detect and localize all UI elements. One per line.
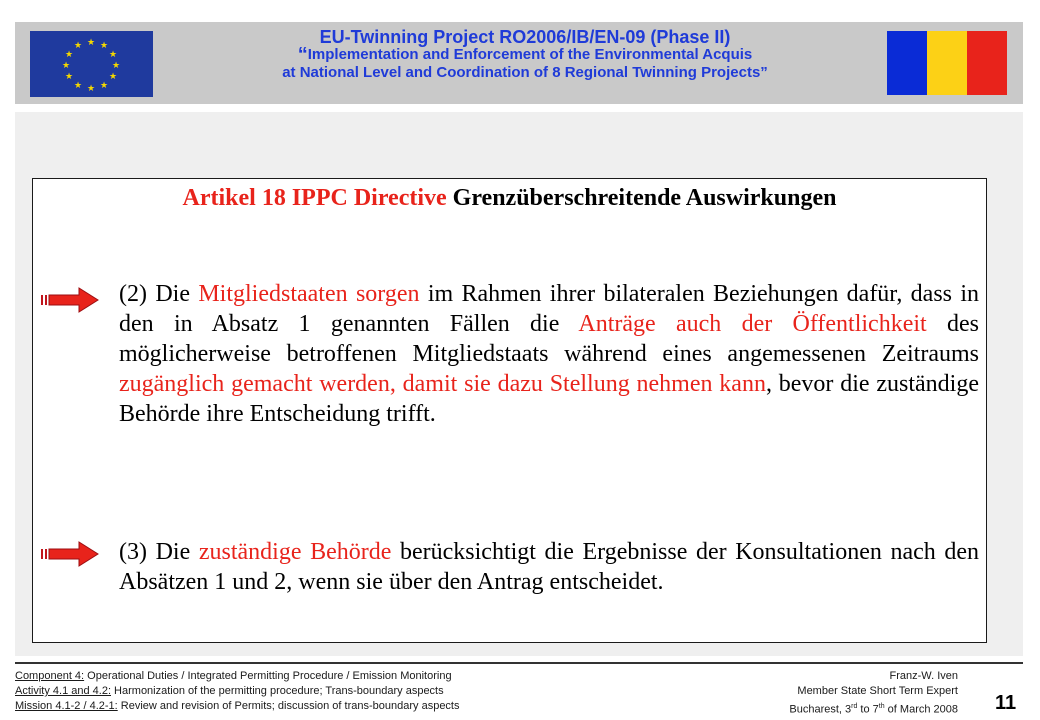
footer-mission-label: Mission 4.1-2 / 4.2-1: <box>15 700 118 712</box>
svg-text:★: ★ <box>86 38 96 48</box>
footer-mission <box>15 699 460 714</box>
p2-highlight-2: Anträge auch der Öffentlichkeit <box>578 311 927 337</box>
paragraph-2 <box>119 279 979 429</box>
footer-place-suffix: of March 2008 <box>884 703 958 716</box>
flag-stripe-yellow <box>927 31 967 95</box>
project-subtitle-line2: at National Level and Coordination of 8 Regional Twinning Projects” <box>282 64 768 81</box>
footer-place-prefix: Bucharest, 3 <box>789 703 852 716</box>
svg-text:★: ★ <box>73 41 83 51</box>
title-topic: Grenzüberschreitende Auswirkungen <box>452 185 837 211</box>
footer-activity-label: Activity 4.1 and 4.2: <box>15 685 111 697</box>
arrow-right-icon <box>41 541 99 567</box>
footer-mission-text: Review and revision of Permits; discussion of trans-boundary aspects <box>117 700 460 712</box>
project-subtitle <box>165 46 885 64</box>
footer-activity-text: Harmonization of the permitting procedure; Trans-boundary aspects <box>111 685 444 697</box>
svg-text:★: ★ <box>61 61 71 71</box>
header-banner <box>15 22 1023 104</box>
footer-right <box>789 669 958 718</box>
svg-text:★: ★ <box>108 72 118 82</box>
footer-component <box>15 669 460 684</box>
page-number: 11 <box>995 692 1017 714</box>
p2-highlight-3: zugänglich gemacht werden, damit sie dazu Stellung nehmen kann <box>119 371 766 397</box>
footer-role: Member State Short Term Expert <box>797 685 958 697</box>
project-subtitle-text: Implementation and Enforcement of the Environmental Acquis <box>307 46 753 63</box>
svg-text:★: ★ <box>73 81 83 91</box>
content-box <box>32 178 987 643</box>
footer-sup-rd: rd <box>851 703 858 710</box>
svg-text:★: ★ <box>99 81 109 91</box>
svg-text:★: ★ <box>86 84 96 94</box>
footer-sup-th: th <box>878 703 885 710</box>
svg-text:★: ★ <box>108 50 118 60</box>
footer-activity <box>15 684 460 699</box>
svg-text:★: ★ <box>99 41 109 51</box>
footer-component-text: Operational Duties / Integrated Permitting Procedure / Emission Monitoring <box>84 670 452 682</box>
footer-component-label: Component 4: <box>15 670 85 682</box>
p3-text-1: (3) Die <box>119 539 199 565</box>
footer-left <box>15 669 460 714</box>
arrow-right-icon <box>41 287 99 313</box>
flag-stripe-blue <box>887 31 927 95</box>
svg-text:★: ★ <box>64 72 74 82</box>
p2-text-2: im Rahmen ihrer bilateralen Beziehungen dafür, dass in den in Absatz 1 genannten Fällen die <box>119 281 980 337</box>
svg-text:★: ★ <box>64 50 74 60</box>
footer-author: Franz-W. Iven <box>889 670 958 682</box>
footer-place-date <box>789 699 958 718</box>
header-title-block <box>165 28 885 82</box>
p3-highlight-1: zuständige Behörde <box>198 539 392 565</box>
footer-divider <box>15 662 1023 664</box>
flag-stripe-red <box>967 31 1007 95</box>
p3-text-2: berücksichtigt die Ergebnisse der Konsultationen nach den Absätzen 1 und 2, wenn sie über den Antrag entscheidet. <box>119 539 980 595</box>
p2-text-3: des möglicherweise betroffenen Mitgliedstaats während eines angemessenen Zeitraums <box>119 311 979 367</box>
slide-title <box>33 185 986 212</box>
paragraph-3 <box>119 537 979 597</box>
title-article: Artikel 18 IPPC Directive <box>182 185 447 211</box>
footer-place-mid: to 7 <box>857 703 879 716</box>
project-title: EU-Twinning Project RO2006/IB/EN-09 (Phase II) <box>319 27 731 47</box>
quote-open: “ <box>297 44 308 66</box>
svg-text:★: ★ <box>111 61 121 71</box>
p2-text-1: (2) Die <box>119 281 199 307</box>
eu-flag-icon <box>30 31 153 97</box>
romania-flag-icon <box>887 31 1007 95</box>
p2-text-4: , bevor die zuständige Behörde ihre Entscheidung trifft. <box>119 371 979 427</box>
p2-highlight-1: Mitgliedstaaten sorgen <box>198 281 420 307</box>
